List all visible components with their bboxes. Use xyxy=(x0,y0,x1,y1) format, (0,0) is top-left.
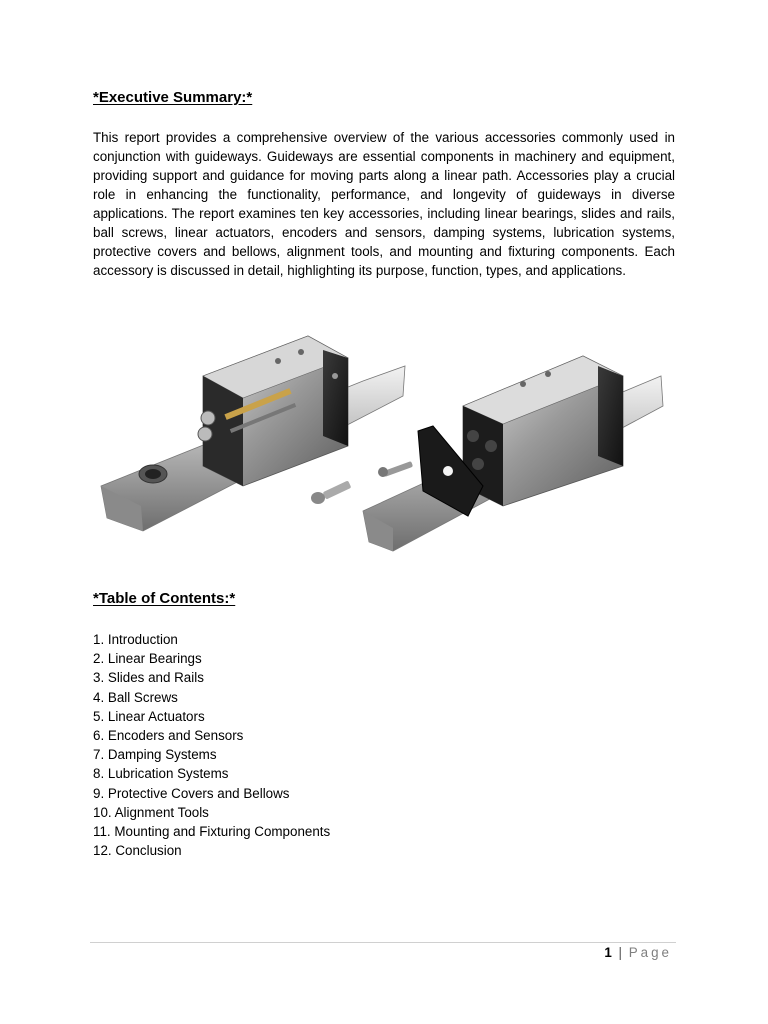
toc-item: 2. Linear Bearings xyxy=(93,651,202,667)
footer-separator: | xyxy=(618,945,622,960)
table-of-contents-list xyxy=(93,630,330,860)
page-label: Page xyxy=(628,945,672,960)
toc-item: 4. Ball Screws xyxy=(93,689,178,705)
executive-summary-heading: *Executive Summary:* xyxy=(93,89,253,106)
toc-item: 11. Mounting and Fixturing Components xyxy=(93,824,331,840)
toc-item: 5. Linear Actuators xyxy=(93,708,205,724)
footer-divider xyxy=(90,942,676,943)
toc-item: 9. Protective Covers and Bellows xyxy=(93,785,290,801)
executive-summary-text: This report provides a comprehensive overview of the various accessories commonly used in conjunction with guideways. Guideways are essential components in machinery and equipment, providing support and guidance for moving parts along a linear path. Accessories play a crucial role in enhancing the functionality, performance, and longevity of guideways in diverse applications. The report examines ten key accessories, including linear bearings, slides and rails, ball screws, linear actuators, encoders and sensors, damping systems, lubrication systems, protective covers and bellows, alignment tools, and mounting and fixturing components. Each accessory is discussed in detail, highlighting its purpose, function, types, and applications. xyxy=(93,130,675,278)
toc-item: 7. Damping Systems xyxy=(93,747,217,763)
linear-guide-figure xyxy=(93,306,677,568)
toc-item: 10. Alignment Tools xyxy=(93,804,209,820)
table-of-contents-heading: *Table of Contents:* xyxy=(93,590,236,607)
toc-item: 3. Slides and Rails xyxy=(93,670,204,686)
toc-item: 8. Lubrication Systems xyxy=(93,766,229,782)
page-footer xyxy=(604,945,672,960)
toc-item: 12. Conclusion xyxy=(93,843,182,859)
page-number: 1 xyxy=(604,945,612,960)
toc-item: 1. Introduction xyxy=(93,632,178,647)
toc-item: 6. Encoders and Sensors xyxy=(93,728,244,744)
